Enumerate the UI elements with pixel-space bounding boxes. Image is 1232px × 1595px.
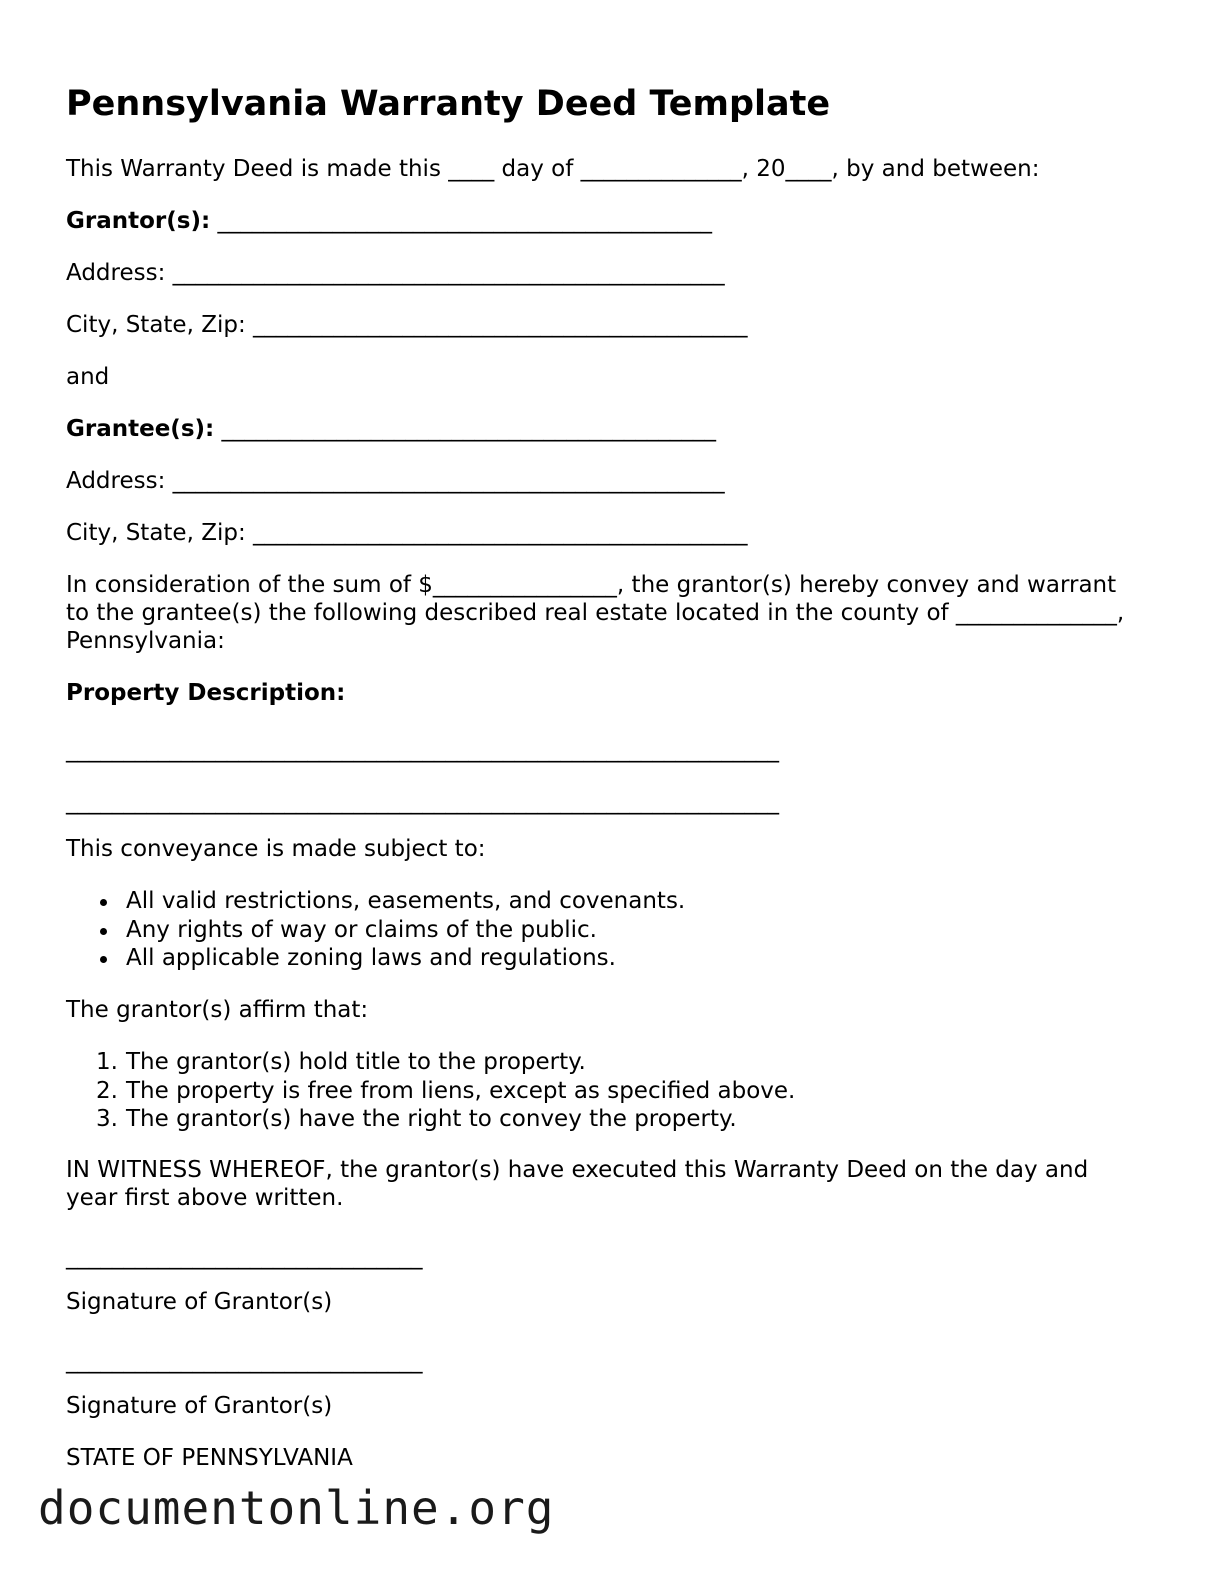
list-number: 3. bbox=[96, 1106, 118, 1132]
list-number: 1. bbox=[96, 1049, 118, 1075]
property-description-line-1: ______________________________________________________________ bbox=[66, 737, 779, 763]
property-description-line-2: ______________________________________________________________ bbox=[66, 789, 779, 815]
list-item bbox=[66, 1048, 795, 1077]
and-text: and bbox=[66, 364, 110, 390]
list-text: The grantor(s) hold title to the property. bbox=[126, 1049, 586, 1075]
grantee-line bbox=[66, 415, 716, 443]
grantor-city-state-zip-line: City, State, Zip: ___________________________________________ bbox=[66, 312, 748, 338]
grantee-city-state-zip-line: City, State, Zip: ___________________________________________ bbox=[66, 520, 748, 546]
grantee-name-blank: ___________________________________________ bbox=[214, 416, 717, 442]
intro-line: This Warranty Deed is made this ____ day of ______________, 20____, by and between: bbox=[66, 156, 1040, 182]
list-item bbox=[66, 1105, 795, 1134]
list-text: The grantor(s) have the right to convey the property. bbox=[126, 1106, 737, 1132]
grantor-label: Grantor(s): bbox=[66, 208, 211, 234]
subject-to-intro: This conveyance is made subject to: bbox=[66, 836, 486, 862]
signature-label-1: Signature of Grantor(s) bbox=[66, 1289, 333, 1315]
property-description-label: Property Description: bbox=[66, 680, 346, 706]
grantee-address-line: Address: ________________________________________________ bbox=[66, 468, 725, 494]
list-text: The property is free from liens, except as specified above. bbox=[126, 1077, 796, 1104]
subject-to-list bbox=[66, 887, 685, 973]
signature-line-2: _______________________________ bbox=[66, 1348, 423, 1374]
list-number: 2. bbox=[96, 1077, 118, 1104]
state-heading: STATE OF PENNSYLVANIA bbox=[66, 1445, 353, 1471]
document-title: Pennsylvania Warranty Deed Template bbox=[66, 84, 831, 124]
signature-label-2: Signature of Grantor(s) bbox=[66, 1393, 333, 1419]
list-item: All valid restrictions, easements, and covenants. bbox=[66, 887, 685, 916]
list-item: Any rights of way or claims of the public. bbox=[66, 916, 685, 945]
affirm-list bbox=[66, 1048, 795, 1134]
consideration-paragraph: In consideration of the sum of $________________, the grantor(s) hereby convey and warrant to the grantee(s) the following described real estate located in the county of ______________, Pennsylvania: bbox=[66, 572, 1125, 654]
list-item: All applicable zoning laws and regulations. bbox=[66, 944, 685, 973]
signature-line-1: _______________________________ bbox=[66, 1244, 423, 1270]
affirm-intro: The grantor(s) affirm that: bbox=[66, 997, 369, 1023]
grantor-name-blank: ___________________________________________ bbox=[210, 208, 712, 234]
list-item bbox=[66, 1077, 795, 1106]
grantor-line bbox=[66, 207, 712, 235]
witness-paragraph: IN WITNESS WHEREOF, the grantor(s) have executed this Warranty Deed on the day and year first above written. bbox=[66, 1157, 1089, 1211]
grantee-label: Grantee(s): bbox=[66, 416, 215, 442]
grantor-address-line: Address: ________________________________________________ bbox=[66, 260, 725, 286]
watermark: documentonline.org bbox=[38, 1481, 555, 1535]
